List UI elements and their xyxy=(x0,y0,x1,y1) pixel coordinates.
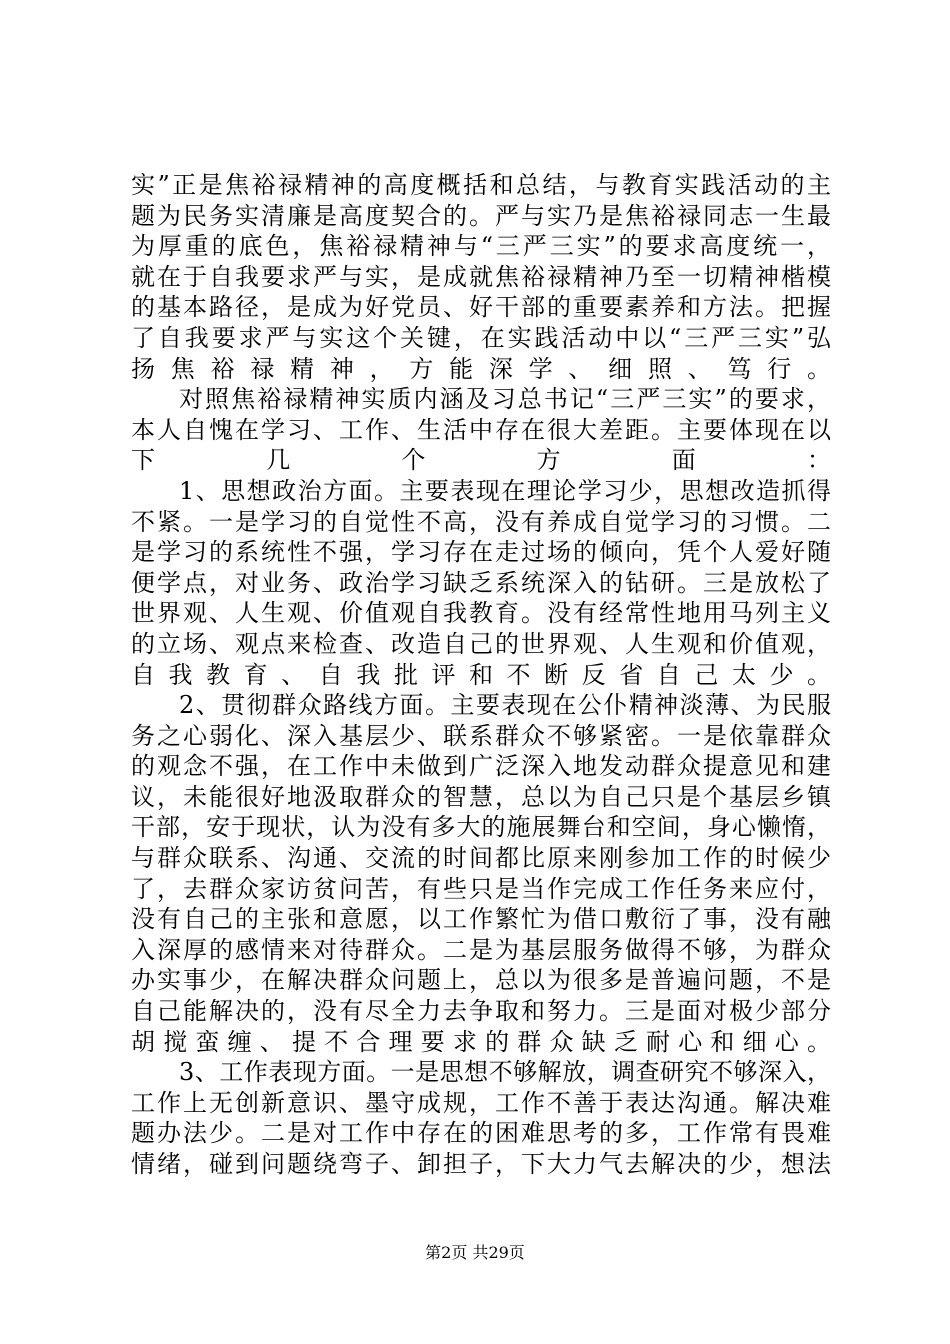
text-line: 与群众联系、沟通、交流的时间都比原来刚参加工作的时候少 xyxy=(131,844,831,873)
text-line: 了，去群众家访贫问苦，有些只是当作完成工作任务来应付， xyxy=(131,874,831,903)
text-line: 本人自愧在学习、工作、生活中存在很大差距。主要体现在以 xyxy=(131,415,831,444)
text-line: 为厚重的底色，焦裕禄精神与“三严三实”的要求高度统一， xyxy=(131,232,831,261)
text-line: 不紧。一是学习的自觉性不高，没有养成自觉学习的习惯。二 xyxy=(131,507,831,536)
paragraph xyxy=(131,476,831,690)
text-line: 办实事少，在解决群众问题上，总以为很多是普遍问题，不是 xyxy=(131,966,831,995)
text-line: 题为民务实清廉是高度契合的。严与实乃是焦裕禄同志一生最 xyxy=(131,201,831,230)
text-line: 务之心弱化、深入基层少、联系群众不够紧密。一是依靠群众 xyxy=(131,721,831,750)
text-line: 1、思想政治方面。主要表现在理论学习少，思想改造抓得 xyxy=(179,476,831,505)
text-line: 了自我要求严与实这个关键，在实践活动中以“三严三实”弘 xyxy=(131,323,831,352)
text-line: 题办法少。二是对工作中存在的困难思考的多，工作常有畏难 xyxy=(131,1119,831,1148)
text-line: 自我教育、自我批评和不断反省自己太少。 xyxy=(131,660,831,689)
text-line: 工作上无创新意识、墨守成规，工作不善于表达沟通。解决难 xyxy=(131,1088,831,1117)
paragraph xyxy=(131,384,831,476)
document-body xyxy=(131,170,831,1180)
text-line: 实”正是焦裕禄精神的高度概括和总结，与教育实践活动的主 xyxy=(131,171,831,199)
text-line: 入深厚的感情来对待群众。二是为基层服务做得不够，为群众 xyxy=(131,935,831,964)
text-line: 的立场、观点来检查、改造自己的世界观、人生观和价值观， xyxy=(131,629,831,658)
text-line: 是学习的系统性不强，学习存在走过场的倾向，凭个人爱好随 xyxy=(131,538,831,567)
text-line: 的基本路径，是成为好党员、好干部的重要素养和方法。把握 xyxy=(131,293,831,322)
text-line: 情绪，碰到问题绕弯子、卸担子，下大力气去解决的少，想法 xyxy=(131,1150,831,1178)
paragraph xyxy=(131,170,831,384)
text-line: 议，未能很好地汲取群众的智慧，总以为自己只是个基层乡镇 xyxy=(131,782,831,811)
text-line: 自己能解决的，没有尽全力去争取和努力。三是面对极少部分 xyxy=(131,997,831,1026)
text-line: 胡搅蛮缠、提不合理要求的群众缺乏耐心和细心。 xyxy=(131,1027,831,1056)
text-line: 的观念不强，在工作中未做到广泛深入地发动群众提意见和建 xyxy=(131,752,831,781)
text-line: 干部，安于现状，认为没有多大的施展舞台和空间，身心懒惰， xyxy=(131,813,831,842)
text-line: 下几个方面： xyxy=(131,446,831,475)
text-line: 便学点，对业务、政治学习缺乏系统深入的钻研。三是放松了 xyxy=(131,568,831,597)
text-line: 世界观、人生观、价值观自我教育。没有经常性地用马列主义 xyxy=(131,599,831,628)
paragraph xyxy=(131,1057,831,1179)
paragraph xyxy=(131,690,831,1057)
text-line: 3、工作表现方面。一是思想不够解放，调查研究不够深入， xyxy=(179,1058,831,1087)
text-line: 对照焦裕禄精神实质内涵及习总书记“三严三实”的要求， xyxy=(179,385,831,414)
text-line: 2、贯彻群众路线方面。主要表现在公仆精神淡薄、为民服 xyxy=(179,691,831,720)
text-line: 没有自己的主张和意愿，以工作繁忙为借口敷衍了事，没有融 xyxy=(131,905,831,934)
text-line: 就在于自我要求严与实，是成就焦裕禄精神乃至一切精神楷模 xyxy=(131,262,831,291)
page-footer: 第2页 共29页 xyxy=(425,1243,525,1262)
text-line: 扬焦裕禄精神，方能深学、细照、笃行。 xyxy=(131,354,831,383)
